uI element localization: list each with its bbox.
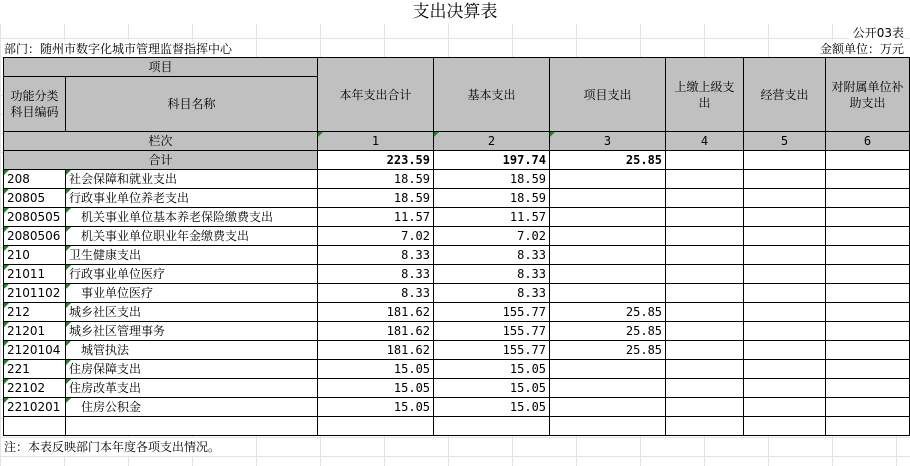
row-project bbox=[550, 246, 666, 265]
row-total: 15.05 bbox=[318, 360, 434, 379]
row-total: 181.62 bbox=[318, 341, 434, 360]
row-project bbox=[550, 265, 666, 284]
row-total: 181.62 bbox=[318, 322, 434, 341]
row-basic: 8.33 bbox=[434, 265, 550, 284]
header-business: 经营支出 bbox=[744, 58, 826, 132]
row-upper bbox=[666, 360, 744, 379]
row-name-text: 机关事业单位职业年金缴费支出 bbox=[81, 229, 250, 243]
row-total: 7.02 bbox=[318, 227, 434, 246]
row-basic: 18.59 bbox=[434, 189, 550, 208]
header-name: 科目名称 bbox=[66, 77, 318, 132]
row-basic: 155.77 bbox=[434, 322, 550, 341]
total-row bbox=[4, 151, 910, 170]
row-project: 25.85 bbox=[550, 341, 666, 360]
total-project: 25.85 bbox=[550, 151, 666, 170]
row-code: 2080505 bbox=[4, 208, 66, 227]
header-column-no: 栏次 bbox=[4, 132, 318, 151]
row-basic: 7.02 bbox=[434, 227, 550, 246]
header-code: 功能分类科目编码 bbox=[4, 77, 66, 132]
row-name bbox=[66, 398, 318, 417]
row-code: 212 bbox=[4, 303, 66, 322]
header-total: 本年支出合计 bbox=[318, 58, 434, 132]
row-total: 18.59 bbox=[318, 170, 434, 189]
row-basic: 18.59 bbox=[434, 170, 550, 189]
row-upper bbox=[666, 322, 744, 341]
column-index-1: 1 bbox=[318, 132, 434, 151]
table-row bbox=[4, 227, 910, 246]
table-row bbox=[4, 208, 910, 227]
row-upper bbox=[666, 189, 744, 208]
table-row bbox=[4, 170, 910, 189]
row-name: 行政事业单位养老支出 bbox=[66, 189, 318, 208]
row-name: 住房改革支出 bbox=[66, 379, 318, 398]
blank-cell bbox=[550, 417, 666, 436]
header-upper: 上缴上级支出 bbox=[666, 58, 744, 132]
row-name: 卫生健康支出 bbox=[66, 246, 318, 265]
row-name: 城乡社区支出 bbox=[66, 303, 318, 322]
row-basic: 11.57 bbox=[434, 208, 550, 227]
row-code: 21011 bbox=[4, 265, 66, 284]
column-index-6: 6 bbox=[826, 132, 910, 151]
row-subsidy bbox=[826, 398, 910, 417]
table-row bbox=[4, 189, 910, 208]
table-row bbox=[4, 284, 910, 303]
table-row bbox=[4, 341, 910, 360]
row-business bbox=[744, 208, 826, 227]
blank-cell bbox=[744, 417, 826, 436]
row-project bbox=[550, 208, 666, 227]
row-code: 221 bbox=[4, 360, 66, 379]
row-code: 208 bbox=[4, 170, 66, 189]
blank-cell bbox=[318, 417, 434, 436]
row-total: 15.05 bbox=[318, 379, 434, 398]
row-project bbox=[550, 227, 666, 246]
row-name-text: 事业单位医疗 bbox=[81, 286, 154, 300]
column-index-2: 2 bbox=[434, 132, 550, 151]
row-project bbox=[550, 398, 666, 417]
blank-cell bbox=[826, 417, 910, 436]
row-basic: 8.33 bbox=[434, 284, 550, 303]
amount-unit-label: 金额单位：万元 bbox=[816, 41, 904, 57]
table-row bbox=[4, 360, 910, 379]
row-upper bbox=[666, 303, 744, 322]
row-total: 8.33 bbox=[318, 246, 434, 265]
column-index-4: 4 bbox=[666, 132, 744, 151]
blank-cell bbox=[434, 417, 550, 436]
row-business bbox=[744, 189, 826, 208]
table-row bbox=[4, 398, 910, 417]
row-subsidy bbox=[826, 208, 910, 227]
row-basic: 155.77 bbox=[434, 341, 550, 360]
row-subsidy bbox=[826, 341, 910, 360]
row-subsidy bbox=[826, 246, 910, 265]
row-name: 城乡社区管理事务 bbox=[66, 322, 318, 341]
row-business bbox=[744, 265, 826, 284]
row-subsidy bbox=[826, 170, 910, 189]
table-row bbox=[4, 322, 910, 341]
row-upper bbox=[666, 398, 744, 417]
row-upper bbox=[666, 208, 744, 227]
row-upper bbox=[666, 379, 744, 398]
row-code: 210 bbox=[4, 246, 66, 265]
row-code: 2210201 bbox=[4, 398, 66, 417]
row-upper bbox=[666, 170, 744, 189]
table-row bbox=[4, 379, 910, 398]
total-subsidy bbox=[826, 151, 910, 170]
row-total: 8.33 bbox=[318, 265, 434, 284]
row-business bbox=[744, 227, 826, 246]
blank-row bbox=[4, 417, 910, 436]
row-upper bbox=[666, 265, 744, 284]
row-business bbox=[744, 303, 826, 322]
row-name bbox=[66, 341, 318, 360]
row-project bbox=[550, 284, 666, 303]
total-amount: 223.59 bbox=[318, 151, 434, 170]
row-project bbox=[550, 170, 666, 189]
row-code: 20805 bbox=[4, 189, 66, 208]
row-code: 2080506 bbox=[4, 227, 66, 246]
row-subsidy bbox=[826, 360, 910, 379]
row-subsidy bbox=[826, 303, 910, 322]
column-index-3: 3 bbox=[550, 132, 666, 151]
row-name: 行政事业单位医疗 bbox=[66, 265, 318, 284]
table-row bbox=[4, 265, 910, 284]
form-number: 公开03表 bbox=[849, 24, 904, 42]
total-business bbox=[744, 151, 826, 170]
row-upper bbox=[666, 246, 744, 265]
row-project bbox=[550, 379, 666, 398]
row-business bbox=[744, 284, 826, 303]
blank-cell bbox=[66, 417, 318, 436]
row-upper bbox=[666, 227, 744, 246]
row-code: 22102 bbox=[4, 379, 66, 398]
row-subsidy bbox=[826, 189, 910, 208]
row-project: 25.85 bbox=[550, 322, 666, 341]
header-item: 项目 bbox=[4, 58, 318, 77]
report-title: 支出决算表 bbox=[0, 0, 910, 24]
row-name bbox=[66, 284, 318, 303]
row-subsidy bbox=[826, 322, 910, 341]
footnote: 注：本表反映部门本年度各项支出情况。 bbox=[4, 438, 226, 456]
row-business bbox=[744, 360, 826, 379]
row-basic: 15.05 bbox=[434, 360, 550, 379]
row-basic: 8.33 bbox=[434, 246, 550, 265]
row-total: 181.62 bbox=[318, 303, 434, 322]
row-code: 2101102 bbox=[4, 284, 66, 303]
total-basic: 197.74 bbox=[434, 151, 550, 170]
row-total: 18.59 bbox=[318, 189, 434, 208]
row-upper bbox=[666, 341, 744, 360]
row-business bbox=[744, 170, 826, 189]
header-basic: 基本支出 bbox=[434, 58, 550, 132]
row-project: 25.85 bbox=[550, 303, 666, 322]
row-name: 社会保障和就业支出 bbox=[66, 170, 318, 189]
row-name bbox=[66, 227, 318, 246]
row-name-text: 机关事业单位基本养老保险缴费支出 bbox=[81, 210, 274, 224]
row-total: 8.33 bbox=[318, 284, 434, 303]
row-basic: 155.77 bbox=[434, 303, 550, 322]
row-project bbox=[550, 360, 666, 379]
total-upper bbox=[666, 151, 744, 170]
row-total: 11.57 bbox=[318, 208, 434, 227]
blank-cell bbox=[4, 417, 66, 436]
row-business bbox=[744, 398, 826, 417]
row-total: 15.05 bbox=[318, 398, 434, 417]
header-subsidy: 对附属单位补助支出 bbox=[826, 58, 910, 132]
row-subsidy bbox=[826, 379, 910, 398]
blank-cell bbox=[666, 417, 744, 436]
row-subsidy bbox=[826, 284, 910, 303]
row-subsidy bbox=[826, 227, 910, 246]
row-basic: 15.05 bbox=[434, 398, 550, 417]
table-row bbox=[4, 246, 910, 265]
row-name-text: 住房公积金 bbox=[81, 400, 142, 414]
row-name-text: 城管执法 bbox=[81, 343, 130, 357]
row-name bbox=[66, 208, 318, 227]
header-project: 项目支出 bbox=[550, 58, 666, 132]
row-name: 住房保障支出 bbox=[66, 360, 318, 379]
row-business bbox=[744, 246, 826, 265]
table-row bbox=[4, 303, 910, 322]
row-business bbox=[744, 322, 826, 341]
row-business bbox=[744, 341, 826, 360]
department-label: 部门：随州市数字化城市管理监督指挥中心 bbox=[4, 41, 238, 57]
column-index-5: 5 bbox=[744, 132, 826, 151]
row-project bbox=[550, 189, 666, 208]
total-label: 合计 bbox=[4, 151, 318, 170]
row-code: 21201 bbox=[4, 322, 66, 341]
row-basic: 15.05 bbox=[434, 379, 550, 398]
row-upper bbox=[666, 284, 744, 303]
expenditure-table bbox=[3, 57, 910, 436]
row-code: 2120104 bbox=[4, 341, 66, 360]
row-subsidy bbox=[826, 265, 910, 284]
row-business bbox=[744, 379, 826, 398]
